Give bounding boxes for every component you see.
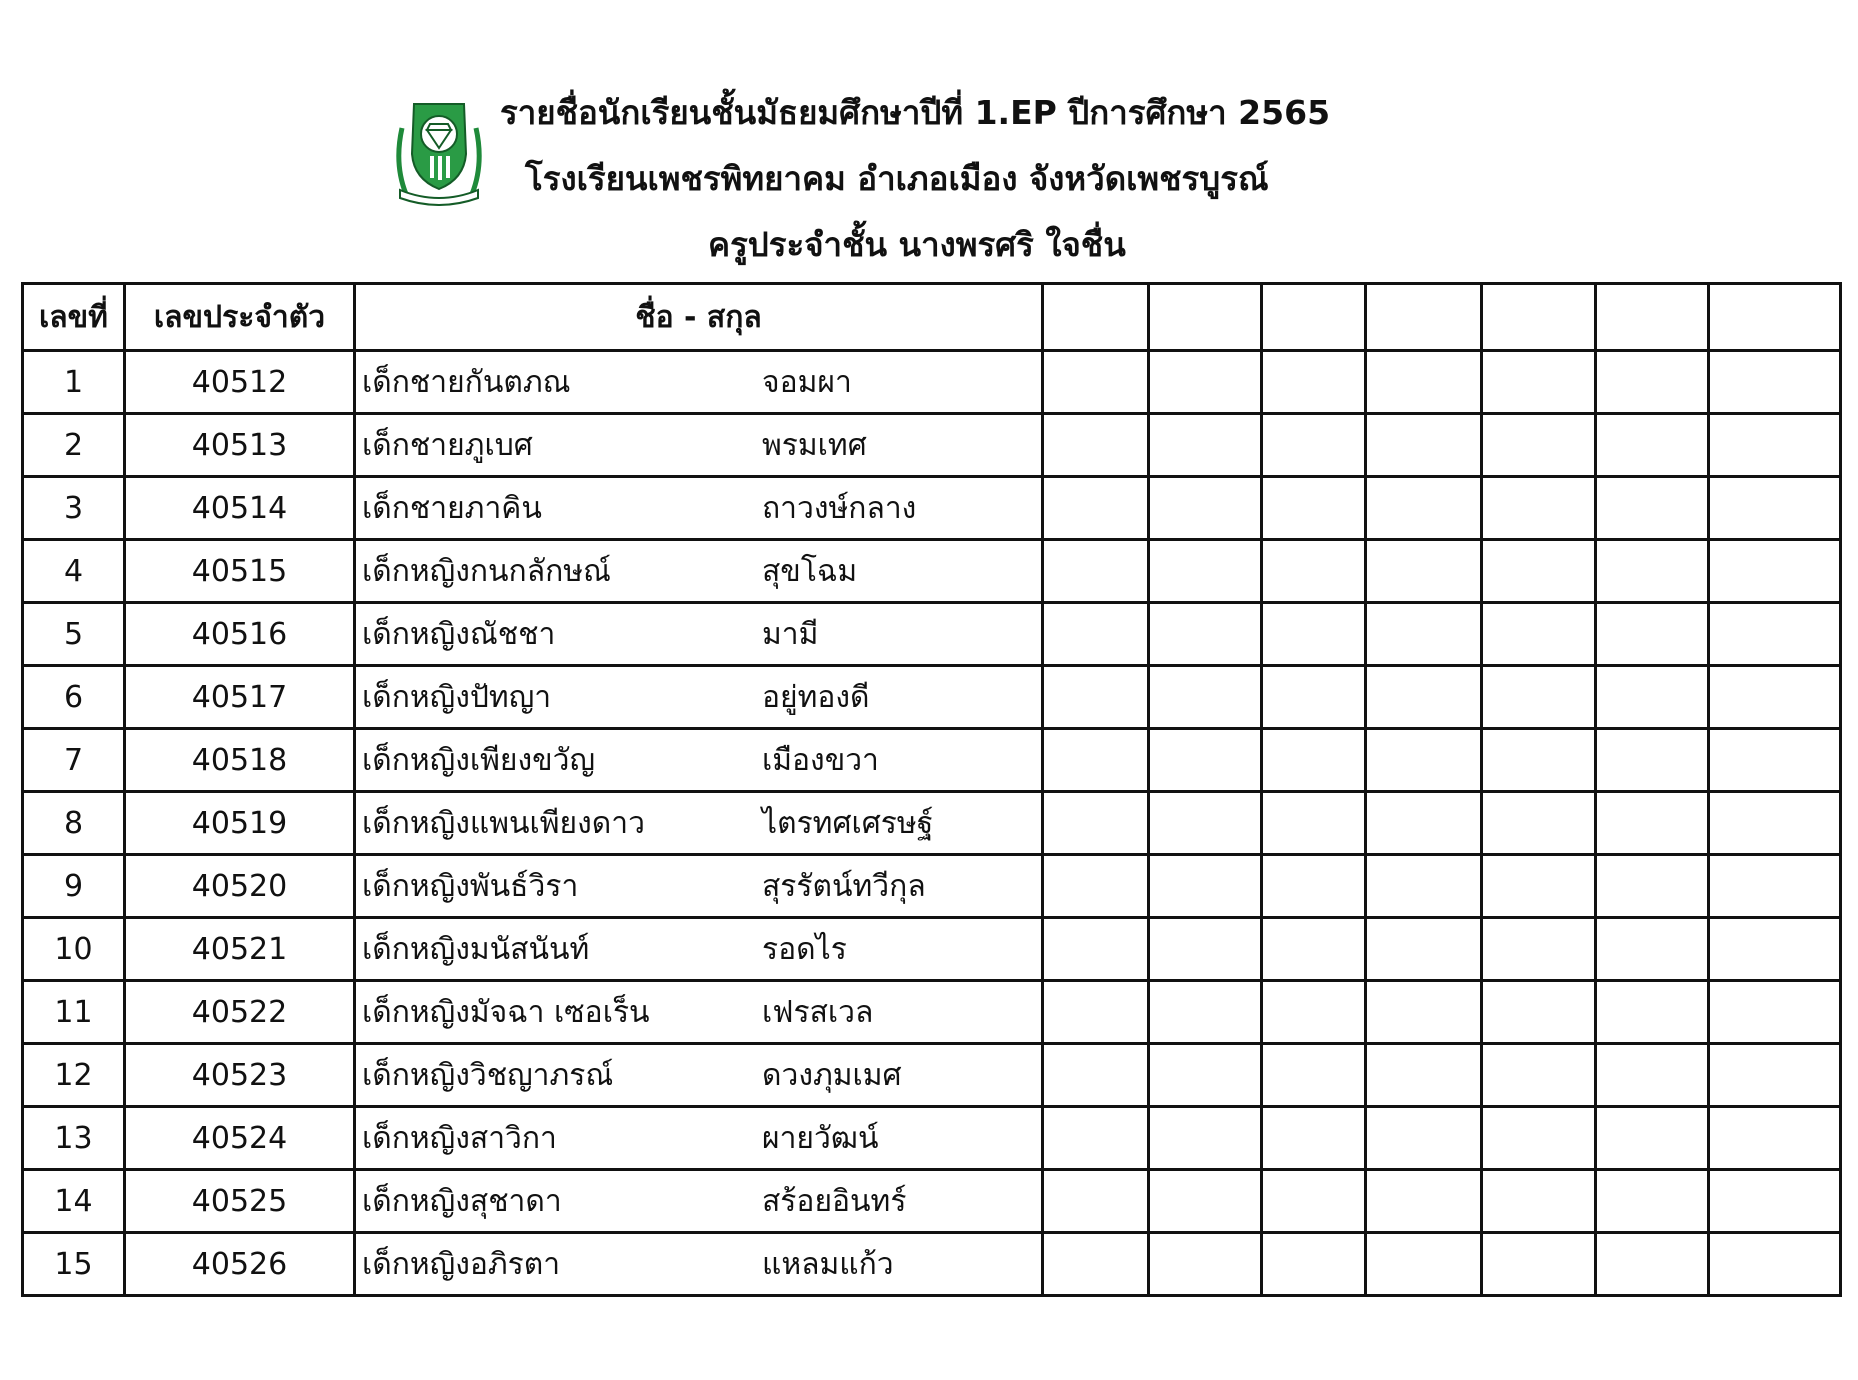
student-first-name: เด็กหญิงพันธ์วิรา [362,868,579,904]
row-number: 10 [23,918,125,981]
student-last-name: ดวงภุมเมศ [762,1057,902,1093]
blank-cell[interactable] [1366,351,1482,414]
blank-cell[interactable] [1149,1107,1262,1170]
table-body [23,351,1841,1296]
student-name-cell [355,351,1043,414]
blank-column-header [1482,284,1596,351]
student-last-name: ผายวัฒน์ [762,1120,879,1156]
blank-cell[interactable] [1709,729,1841,792]
blank-cell[interactable] [1043,981,1149,1044]
school-crest-icon [394,94,484,206]
blank-cell[interactable] [1043,792,1149,855]
table-row [23,729,1841,792]
blank-cell[interactable] [1149,1044,1262,1107]
student-first-name: เด็กหญิงแพนเพียงดาว [362,805,645,841]
blank-cell[interactable] [1596,1233,1709,1296]
student-last-name: แหลมแก้ว [762,1246,894,1282]
student-name-cell [355,1107,1043,1170]
blank-cell[interactable] [1709,666,1841,729]
blank-cell[interactable] [1262,729,1366,792]
blank-cell[interactable] [1596,603,1709,666]
blank-cell[interactable] [1366,918,1482,981]
blank-cell[interactable] [1366,540,1482,603]
blank-cell[interactable] [1482,792,1596,855]
blank-column-header [1596,284,1709,351]
blank-cell[interactable] [1262,540,1366,603]
blank-cell[interactable] [1482,540,1596,603]
row-number: 13 [23,1107,125,1170]
student-first-name: เด็กหญิงกนกลักษณ์ [362,553,611,589]
student-last-name: ถาวงษ์กลาง [762,490,917,526]
blank-cell[interactable] [1366,792,1482,855]
school-name: โรงเรียนเพชรพิทยาคม อำเภอเมือง จังหวัดเพชรบูรณ์ [525,159,1269,198]
table-row [23,351,1841,414]
blank-cell[interactable] [1709,855,1841,918]
student-name-cell [355,729,1043,792]
blank-cell[interactable] [1149,918,1262,981]
row-number: 1 [23,351,125,414]
student-last-name: เฟรสเวล [762,994,874,1030]
student-name-cell [355,792,1043,855]
blank-cell[interactable] [1149,414,1262,477]
blank-column-header [1043,284,1149,351]
blank-cell[interactable] [1262,1044,1366,1107]
student-first-name: เด็กหญิงสุชาดา [362,1183,562,1219]
student-id: 40520 [125,855,355,918]
blank-cell[interactable] [1709,792,1841,855]
student-last-name: สร้อยอินทร์ [762,1183,907,1219]
blank-cell[interactable] [1596,792,1709,855]
student-id: 40524 [125,1107,355,1170]
blank-cell[interactable] [1262,918,1366,981]
table-row [23,1233,1841,1296]
blank-cell[interactable] [1709,981,1841,1044]
blank-cell[interactable] [1596,918,1709,981]
blank-cell[interactable] [1262,414,1366,477]
row-number: 9 [23,855,125,918]
blank-cell[interactable] [1596,729,1709,792]
table-row [23,666,1841,729]
blank-cell[interactable] [1043,1170,1149,1233]
blank-column-header [1366,284,1482,351]
student-name-cell [355,1233,1043,1296]
blank-cell[interactable] [1043,540,1149,603]
table-row [23,477,1841,540]
table-row [23,981,1841,1044]
blank-cell[interactable] [1366,1044,1482,1107]
student-id: 40518 [125,729,355,792]
blank-cell[interactable] [1709,1044,1841,1107]
row-number: 8 [23,792,125,855]
blank-cell[interactable] [1482,414,1596,477]
blank-cell[interactable] [1262,477,1366,540]
blank-cell[interactable] [1262,792,1366,855]
student-id: 40513 [125,414,355,477]
column-header-student-id: เลขประจำตัว [125,284,355,351]
blank-cell[interactable] [1709,603,1841,666]
blank-cell[interactable] [1596,666,1709,729]
blank-cell[interactable] [1709,414,1841,477]
blank-cell[interactable] [1482,1170,1596,1233]
blank-cell[interactable] [1366,414,1482,477]
blank-cell[interactable] [1596,414,1709,477]
blank-cell[interactable] [1262,1170,1366,1233]
blank-cell[interactable] [1366,1170,1482,1233]
student-id: 40519 [125,792,355,855]
blank-cell[interactable] [1262,351,1366,414]
blank-cell[interactable] [1043,1233,1149,1296]
blank-cell[interactable] [1482,729,1596,792]
student-roster-table [21,282,1842,1297]
blank-cell[interactable] [1596,981,1709,1044]
student-name-cell [355,1170,1043,1233]
student-name-cell [355,603,1043,666]
row-number: 2 [23,414,125,477]
student-first-name: เด็กหญิงณัชชา [362,616,556,652]
blank-cell[interactable] [1149,351,1262,414]
row-number: 15 [23,1233,125,1296]
student-first-name: เด็กหญิงมัจฉา เซอเร็น [362,994,650,1030]
blank-cell[interactable] [1482,1107,1596,1170]
student-first-name: เด็กชายกันตภณ [362,364,571,400]
student-name-cell [355,981,1043,1044]
blank-cell[interactable] [1482,981,1596,1044]
blank-cell[interactable] [1043,351,1149,414]
blank-cell[interactable] [1482,1044,1596,1107]
blank-cell[interactable] [1043,1107,1149,1170]
blank-cell[interactable] [1149,1233,1262,1296]
document-header [0,0,1858,280]
blank-cell[interactable] [1366,666,1482,729]
blank-cell[interactable] [1482,351,1596,414]
blank-cell[interactable] [1709,351,1841,414]
student-first-name: เด็กหญิงวิชญาภรณ์ [362,1057,614,1093]
student-id: 40525 [125,1170,355,1233]
table-row [23,1170,1841,1233]
blank-cell[interactable] [1043,855,1149,918]
student-name-cell [355,1044,1043,1107]
student-id: 40512 [125,351,355,414]
student-first-name: เด็กชายภาคิน [362,490,542,526]
blank-cell[interactable] [1596,351,1709,414]
blank-cell[interactable] [1482,666,1596,729]
blank-cell[interactable] [1043,414,1149,477]
blank-cell[interactable] [1262,666,1366,729]
student-first-name: เด็กหญิงมนัสนันท์ [362,931,590,967]
blank-cell[interactable] [1262,855,1366,918]
blank-cell[interactable] [1709,1107,1841,1170]
blank-cell[interactable] [1149,981,1262,1044]
row-number: 12 [23,1044,125,1107]
student-first-name: เด็กหญิงอภิรตา [362,1246,561,1282]
blank-cell[interactable] [1043,918,1149,981]
blank-cell[interactable] [1366,603,1482,666]
student-last-name: สุรรัตน์ทวีกุล [762,868,926,904]
student-name-cell [355,540,1043,603]
student-last-name: อยู่ทองดี [762,679,870,715]
blank-cell[interactable] [1149,603,1262,666]
row-number: 7 [23,729,125,792]
homeroom-teacher: ครูประจำชั้น นางพรศริ ใจชื่น [708,225,1126,264]
student-first-name: เด็กหญิงสาวิกา [362,1120,557,1156]
table-row [23,1107,1841,1170]
column-header-no: เลขที่ [23,284,125,351]
table-header-row [23,284,1841,351]
table-row [23,603,1841,666]
student-id: 40526 [125,1233,355,1296]
blank-cell[interactable] [1366,981,1482,1044]
student-first-name: เด็กชายภูเบศ [362,427,533,463]
table-row [23,792,1841,855]
blank-cell[interactable] [1262,981,1366,1044]
blank-cell[interactable] [1262,1233,1366,1296]
blank-cell[interactable] [1366,855,1482,918]
student-last-name: สุขโฉม [762,553,858,589]
blank-column-header [1149,284,1262,351]
blank-cell[interactable] [1149,729,1262,792]
student-name-cell [355,918,1043,981]
blank-cell[interactable] [1709,477,1841,540]
row-number: 6 [23,666,125,729]
blank-cell[interactable] [1482,855,1596,918]
student-last-name: พรมเทศ [762,427,867,463]
blank-cell[interactable] [1596,855,1709,918]
student-id: 40516 [125,603,355,666]
blank-column-header [1262,284,1366,351]
row-number: 5 [23,603,125,666]
blank-column-header [1709,284,1841,351]
student-last-name: มามี [762,616,819,652]
table-row [23,855,1841,918]
blank-cell[interactable] [1262,603,1366,666]
blank-cell[interactable] [1482,918,1596,981]
blank-cell[interactable] [1709,1170,1841,1233]
row-number: 4 [23,540,125,603]
table-row [23,540,1841,603]
row-number: 14 [23,1170,125,1233]
blank-cell[interactable] [1149,792,1262,855]
column-header-name: ชื่อ - สกุล [355,284,1043,351]
blank-cell[interactable] [1709,540,1841,603]
blank-cell[interactable] [1149,855,1262,918]
student-first-name: เด็กหญิงเพียงขวัญ [362,742,596,778]
student-last-name: เมืองขวา [762,742,879,778]
blank-cell[interactable] [1709,918,1841,981]
table-row [23,1044,1841,1107]
student-first-name: เด็กหญิงปัทญา [362,679,552,715]
student-id: 40522 [125,981,355,1044]
blank-cell[interactable] [1596,1107,1709,1170]
blank-cell[interactable] [1366,729,1482,792]
student-last-name: จอมผา [762,364,852,400]
row-number: 3 [23,477,125,540]
student-id: 40515 [125,540,355,603]
student-last-name: ไตรทศเศรษฐ์ [762,805,934,841]
blank-cell[interactable] [1043,603,1149,666]
blank-cell[interactable] [1366,1107,1482,1170]
table-row [23,918,1841,981]
blank-cell[interactable] [1366,477,1482,540]
blank-cell[interactable] [1596,1044,1709,1107]
blank-cell[interactable] [1482,603,1596,666]
blank-cell[interactable] [1482,477,1596,540]
blank-cell[interactable] [1596,540,1709,603]
student-id: 40521 [125,918,355,981]
blank-cell[interactable] [1262,1107,1366,1170]
student-last-name: รอดไร [762,931,847,967]
student-id: 40514 [125,477,355,540]
blank-cell[interactable] [1149,477,1262,540]
student-id: 40523 [125,1044,355,1107]
row-number: 11 [23,981,125,1044]
blank-cell[interactable] [1149,540,1262,603]
blank-cell[interactable] [1596,1170,1709,1233]
blank-cell[interactable] [1149,1170,1262,1233]
student-id: 40517 [125,666,355,729]
blank-cell[interactable] [1043,477,1149,540]
blank-cell[interactable] [1043,729,1149,792]
student-name-cell [355,855,1043,918]
student-name-cell [355,414,1043,477]
table-row [23,414,1841,477]
document-title: รายชื่อนักเรียนชั้นมัธยมศึกษาปีที่ 1.EP ปีการศึกษา 2565 [500,93,1331,132]
blank-cell[interactable] [1043,1044,1149,1107]
blank-cell[interactable] [1482,1233,1596,1296]
blank-cell[interactable] [1596,477,1709,540]
blank-cell[interactable] [1043,666,1149,729]
blank-cell[interactable] [1709,1233,1841,1296]
blank-cell[interactable] [1366,1233,1482,1296]
student-name-cell [355,477,1043,540]
blank-cell[interactable] [1149,666,1262,729]
student-name-cell [355,666,1043,729]
